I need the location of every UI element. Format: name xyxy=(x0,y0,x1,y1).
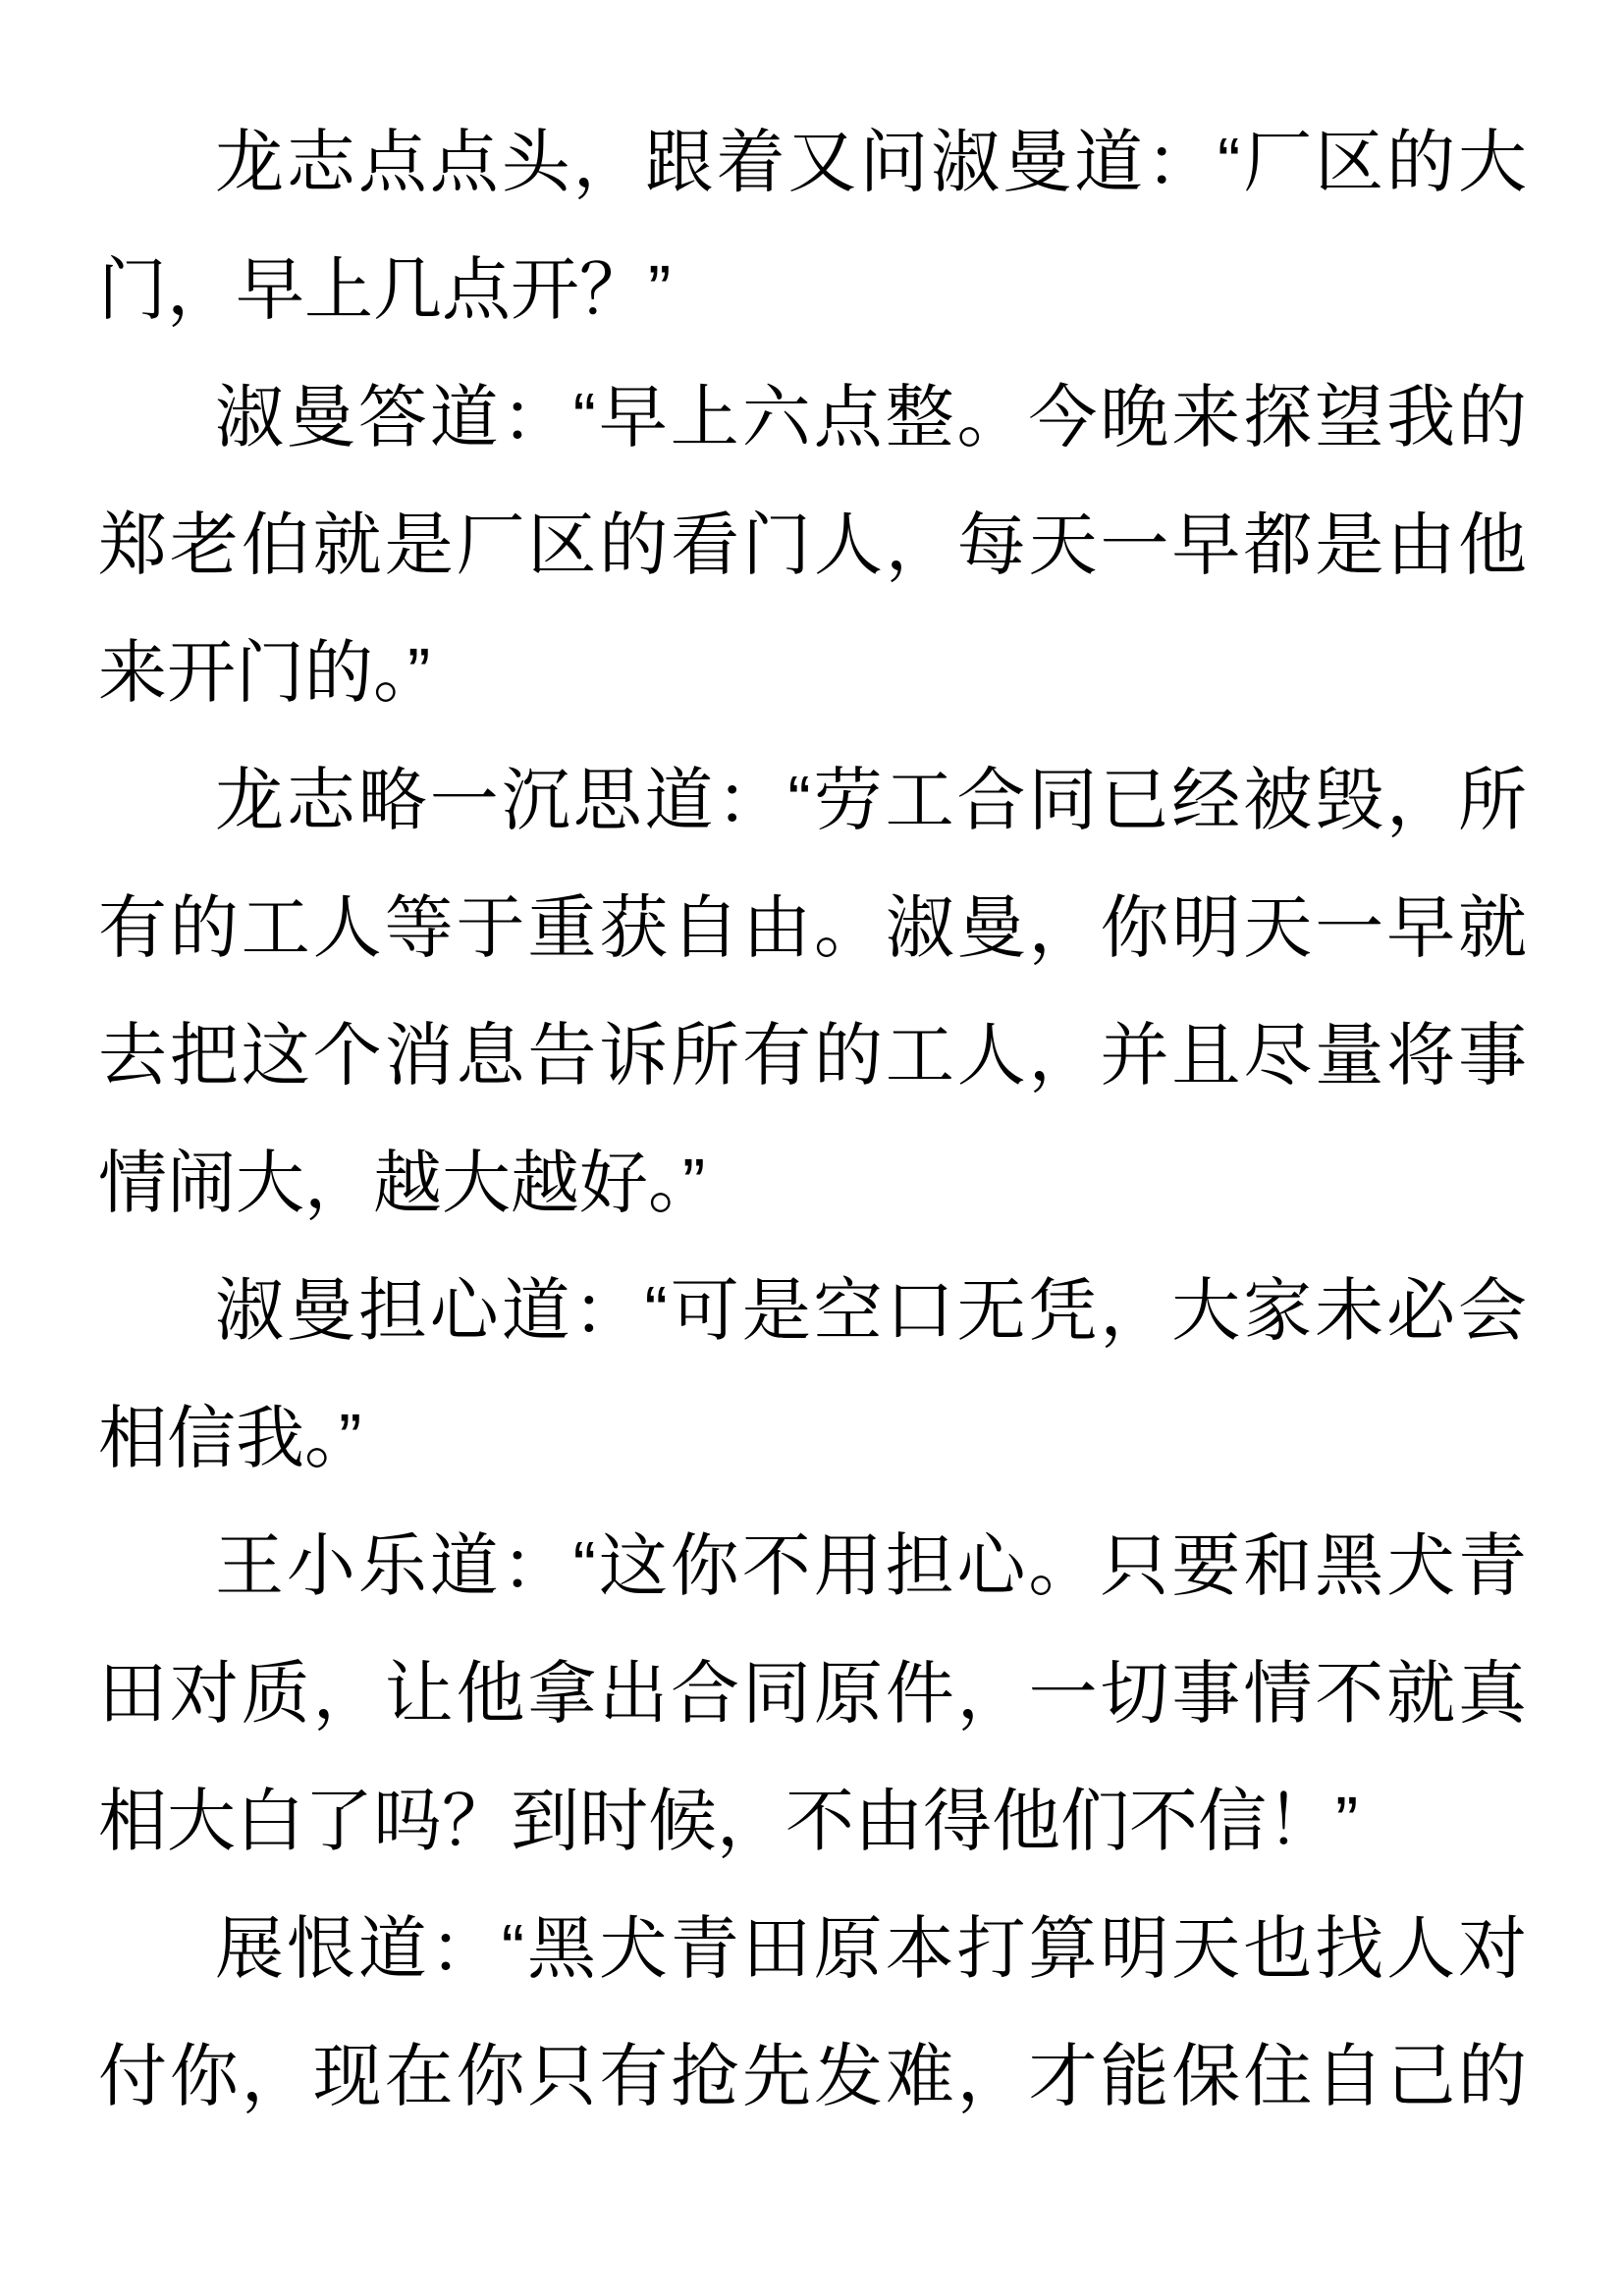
text-line: 田对质，让他拿出合同原件，一切事情不就真 xyxy=(98,1655,1527,1732)
text-line: 郑老伯就是厂区的看门人，每天一早都是由他 xyxy=(98,507,1527,583)
text-line: 付你，现在你只有抢先发难，才能保住自己的 xyxy=(98,2038,1527,2114)
text-line: 相大白了吗？到时候，不由得他们不信！” xyxy=(98,1783,1359,1859)
paragraph xyxy=(98,353,1527,736)
text-line: 来开门的。” xyxy=(98,634,431,711)
paragraph xyxy=(98,1247,1527,1502)
text-line: 王小乐道：“这你不用担心。只要和黑犬青 xyxy=(215,1527,1527,1604)
text-line: 淑曼担心道：“可是空口无凭，大家未必会 xyxy=(215,1272,1527,1349)
paragraph xyxy=(98,736,1527,1247)
paragraph xyxy=(98,1502,1527,1885)
text-page xyxy=(98,98,1527,2140)
text-line: 去把这个消息告诉所有的工人，并且尽量将事 xyxy=(98,1017,1527,1094)
text-line: 相信我。” xyxy=(98,1400,362,1476)
text-line: 情闹大，越大越好。” xyxy=(98,1145,706,1221)
text-line: 门，早上几点开？” xyxy=(98,251,672,328)
text-line: 淑曼答道：“早上六点整。今晚来探望我的 xyxy=(215,379,1527,455)
text-line: 有的工人等于重获自由。淑曼，你明天一早就 xyxy=(98,889,1527,966)
text-line: 龙志略一沉思道：“劳工合同已经被毁，所 xyxy=(215,762,1527,838)
paragraph xyxy=(98,98,1527,353)
paragraph xyxy=(98,1885,1527,2140)
text-line: 龙志点点头，跟着又问淑曼道：“厂区的大 xyxy=(215,124,1527,200)
text-line: 展恨道：“黑犬青田原本打算明天也找人对 xyxy=(215,1910,1527,1987)
